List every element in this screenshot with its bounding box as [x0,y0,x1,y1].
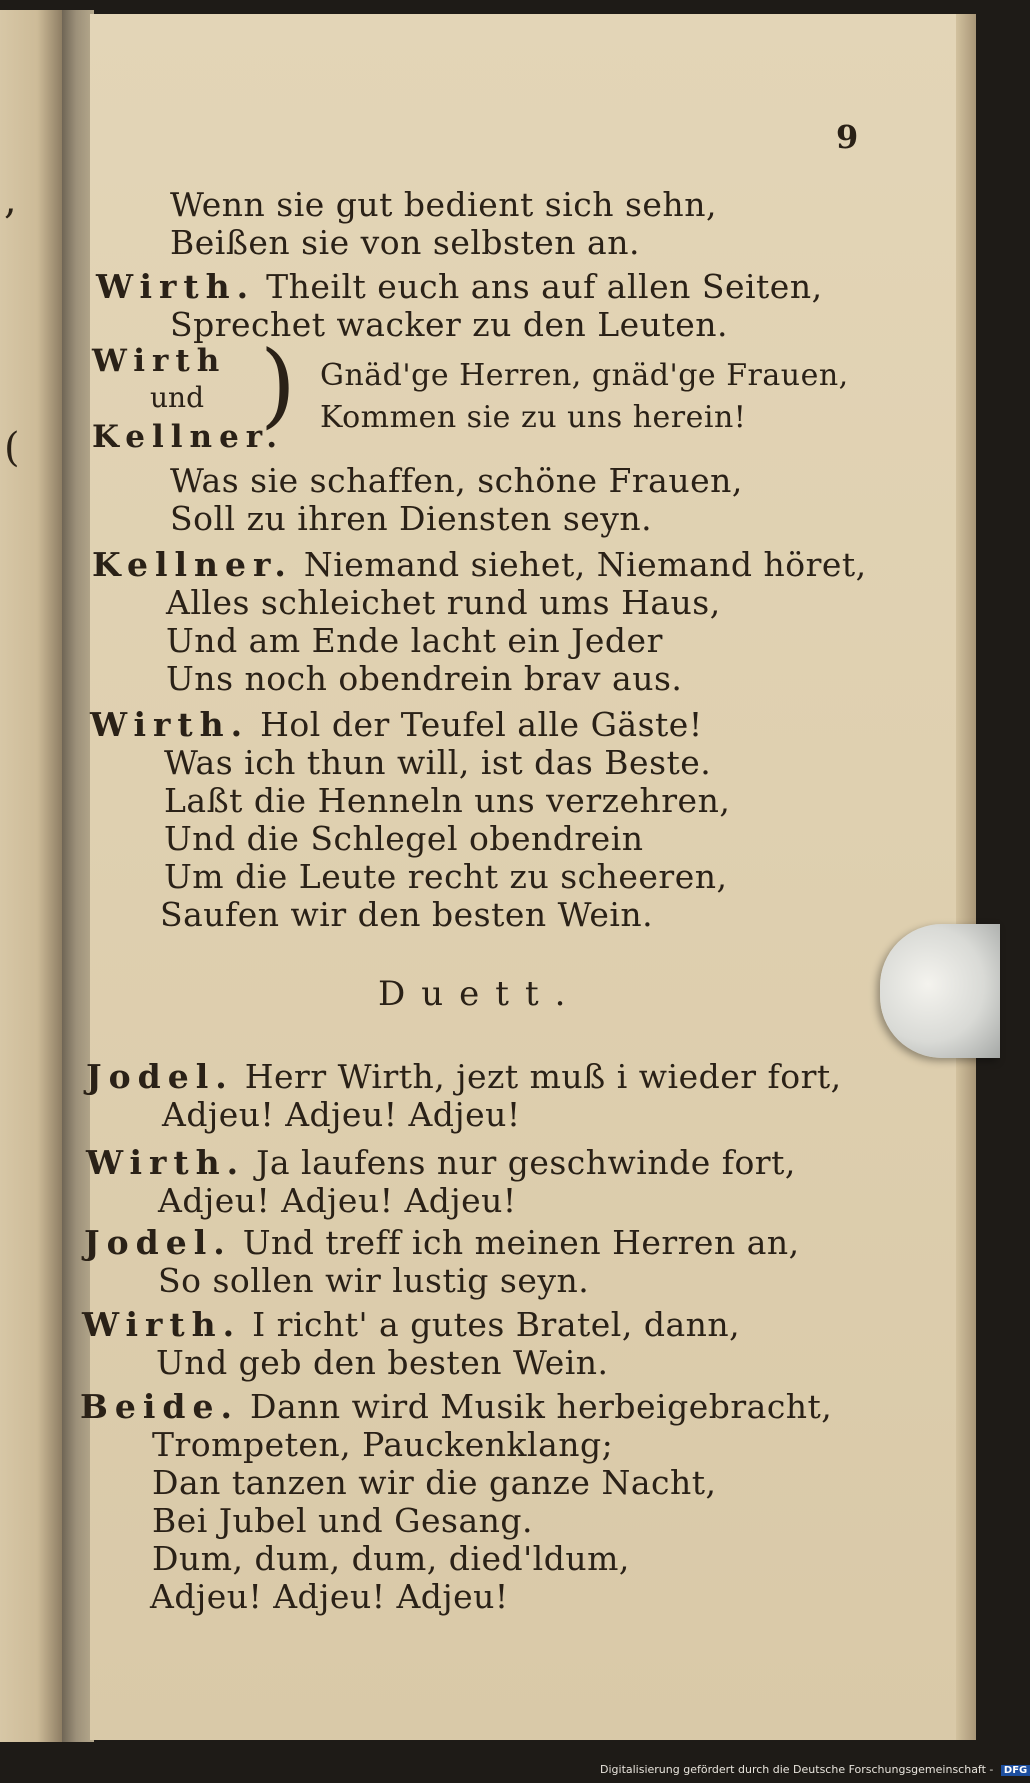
verse-line [164,858,727,896]
verse-line [164,744,711,782]
verse-text: Hol der Teufel alle Gäste! [260,705,703,744]
verse-line [152,1540,630,1578]
speaker-name: Beide. [80,1387,239,1426]
previous-page-mark: ( [4,425,20,471]
verse-text: Trompeten, Pauckenklang; [152,1425,614,1464]
verse-text: Laßt die Henneln uns verzehren, [164,781,731,820]
verse-text: Und am Ende lacht ein Jeder [166,621,663,660]
verse-line [162,1096,521,1134]
verse-text: Und die Schlegel obendrein [164,819,644,858]
verse-text: Adjeu! Adjeu! Adjeu! [158,1181,517,1220]
previous-page-mark: , [4,177,17,223]
verse-line [166,622,663,660]
verse-text: Saufen wir den besten Wein. [160,895,654,934]
verse-text: Niemand siehet, Niemand höret, [303,545,867,584]
verse-line [156,1344,609,1382]
verse-line [170,186,717,224]
verse-text: Dum, dum, dum, died'ldum, [152,1539,630,1578]
speaker-name: Wirth. [86,1143,246,1182]
credit-text: Digitalisierung gefördert durch die Deutsche Forschungsgemeinschaft - [600,1763,994,1776]
verse-text: Dann wird Musik herbeigebracht, [249,1387,833,1426]
verse-line [158,1182,517,1220]
verse-text: Soll zu ihren Diensten seyn. [170,499,653,538]
speaker-name: Jodel. [86,1057,234,1096]
verse-line [152,1464,716,1502]
speaker-name: Wirth. [96,267,256,306]
verse-text: Sprechet wacker zu den Leuten. [170,305,729,344]
verse-line [166,584,721,622]
verse-line [160,896,653,934]
verse-text: Und treff ich meinen Herren an, [242,1223,800,1262]
verse-line [170,462,743,500]
speaker-name: Jodel. [84,1223,232,1262]
brace-speaker: Kellner. [92,419,285,455]
page-number: 9 [836,118,859,156]
verse-text: So sollen wir lustig seyn. [158,1261,590,1300]
verse-text: Dan tanzen wir die ganze Nacht, [152,1463,717,1502]
verse-text: I richt' a gutes Bratel, dann, [252,1305,741,1344]
verse-text: Adjeu! Adjeu! Adjeu! [150,1577,509,1616]
verse-line [170,224,640,262]
verse-text: Ja laufens nur geschwinde fort, [256,1143,796,1182]
verse-line [152,1502,533,1540]
verse-line [166,660,682,698]
verse-line [164,820,644,858]
verse-line [158,1262,589,1300]
verse-line [86,1144,796,1182]
section-heading: Duett. [378,974,582,1014]
verse-line [86,1058,842,1096]
brace-icon: ) [260,331,296,438]
verse-text: Wenn sie gut bedient sich sehn, [170,185,717,224]
verse-line [152,1426,613,1464]
verse-text: Bei Jubel und Gesang. [152,1501,533,1540]
verse-text: Was ich thun will, ist das Beste. [164,743,712,782]
verse-text: Was sie schaffen, schöne Frauen, [170,461,743,500]
verse-text: Herr Wirth, jezt muß i wieder fort, [244,1057,842,1096]
verse-line [96,268,823,306]
verse-line [80,1388,832,1426]
brace-line: Gnäd'ge Herren, gnäd'ge Frauen, [320,358,849,393]
verse-text: Alles schleichet rund ums Haus, [166,583,721,622]
brace-line: Kommen sie zu uns herein! [320,400,747,435]
verse-line [84,1224,800,1262]
brace-joiner: und [150,381,204,414]
speaker-name: Wirth. [82,1305,242,1344]
brace-speaker: Wirth [92,343,227,379]
verse-line [90,706,703,744]
verse-text: Beißen sie von selbsten an. [170,223,640,262]
verse-text: Und geb den besten Wein. [156,1343,609,1382]
digitization-credit [600,1763,1030,1776]
speaker-name: Kellner. [92,545,293,584]
verse-line [170,500,652,538]
verse-line [170,306,728,344]
verse-text: Adjeu! Adjeu! Adjeu! [162,1095,521,1134]
verse-text: Theilt euch ans auf allen Seiten, [266,267,823,306]
verse-text: Uns noch obendrein brav aus. [166,659,683,698]
verse-text: Um die Leute recht zu scheeren, [164,857,728,896]
dfg-logo: DFG [1001,1765,1030,1776]
speaker-name: Wirth. [90,705,250,744]
verse-line [150,1578,509,1616]
verse-line [92,546,867,584]
verse-line [164,782,730,820]
verse-line [82,1306,740,1344]
